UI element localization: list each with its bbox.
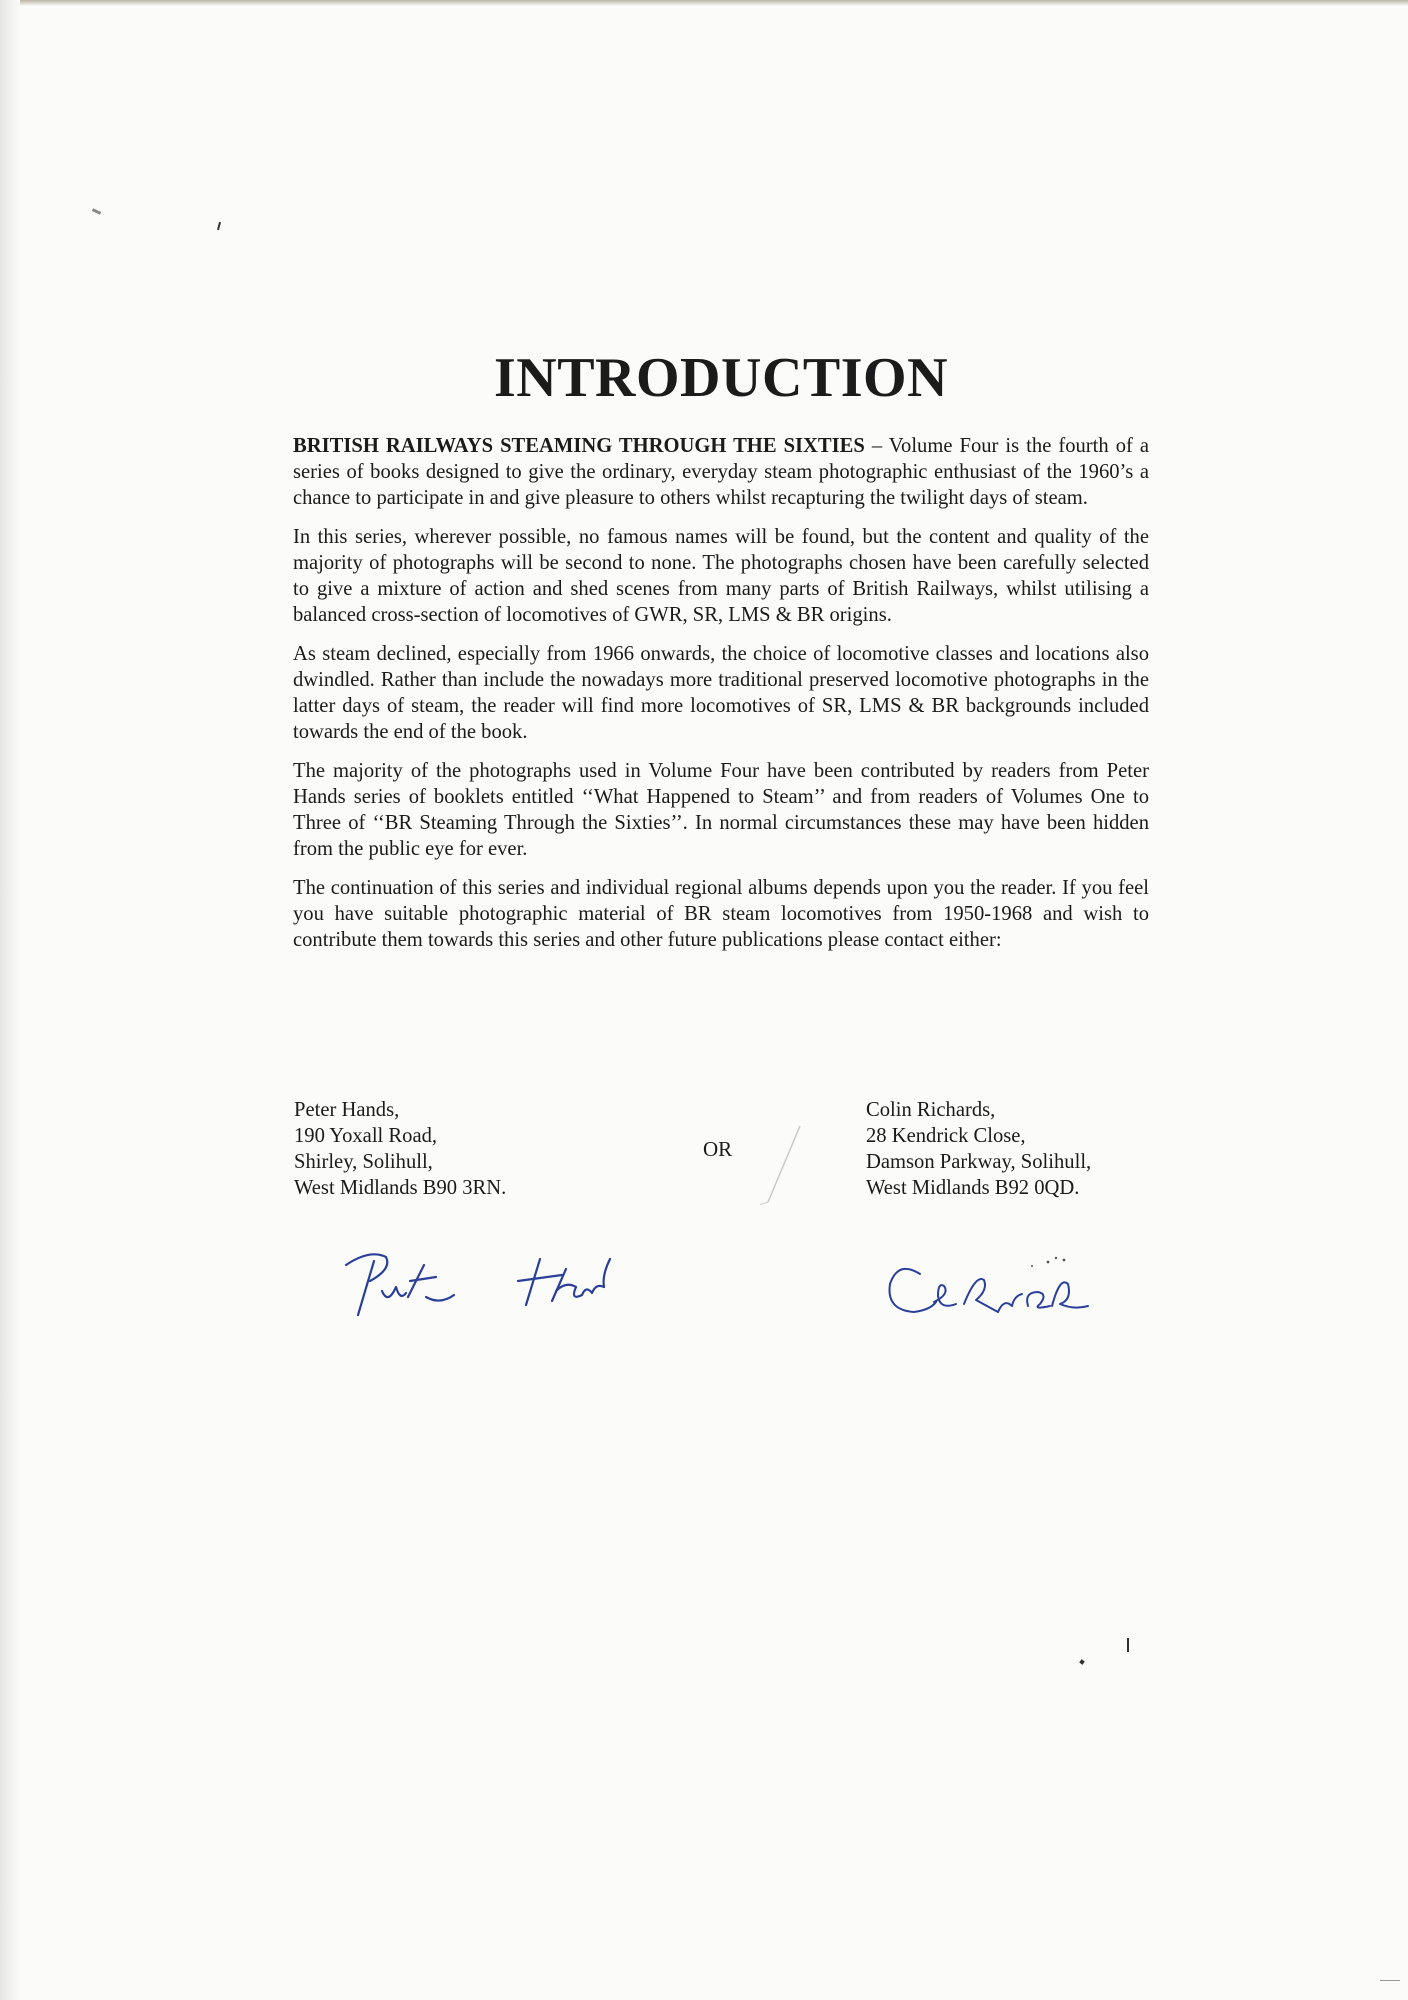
stray-mark (92, 208, 101, 215)
stray-mark (217, 222, 221, 230)
address-line: Colin Richards, (866, 1099, 996, 1121)
contact-address-right (866, 1097, 1091, 1201)
address-line: Peter Hands, (294, 1099, 400, 1121)
stray-mark (1127, 1638, 1129, 1652)
contact-address-left (294, 1097, 506, 1201)
address-line: 28 Kendrick Close, (866, 1125, 1026, 1147)
page-top-edge (0, 0, 1408, 6)
address-line: West Midlands B92 0QD. (866, 1177, 1080, 1199)
paragraph-3: As steam declined, especially from 1966 onwards, the choice of locomotive classes and locations also dwindled. Rather than include the nowadays more traditional preserved locomotive photographs in the latter days of steam, the reader will find more locomotives of SR, LMS & BR backgrounds included towards the end of the book. (293, 643, 1149, 743)
page-title: INTRODUCTION (493, 347, 949, 409)
paragraph-2: In this series, wherever possible, no famous names will be found, but the content and quality of the majority of photographs will be second to none. The photographs chosen have been carefully selected to give a mixture of action and shed scenes from many parts of British Railways, whilst utilising a balanced cross-section of locomotives of GWR, SR, LMS & BR origins. (293, 526, 1149, 626)
introduction-body (293, 433, 1149, 966)
paragraph-4: The majority of the photographs used in Volume Four have been contributed by readers from Peter Hands series of booklets entitled ‘‘What Happened to Steam’’ and from readers of Volumes One to Three of ‘‘BR Steaming Through the Sixties’’. In normal circumstances these may have been hidden from the public eye for ever. (293, 760, 1149, 860)
page-binding-shadow (0, 0, 20, 2000)
or-separator: OR (703, 1137, 733, 1161)
address-line: 190 Yoxall Road, (294, 1125, 438, 1147)
pen-slash-mark (760, 1120, 810, 1210)
signature-peter-hands (330, 1235, 630, 1345)
paragraph-5: The continuation of this series and individual regional albums depends upon you the reader. If you feel you have suitable photographic material of BR steam locomotives from 1950-1968 and wish to contribute them towards this series and other future publications please contact either: (293, 877, 1149, 951)
address-line: Shirley, Solihull, (294, 1151, 433, 1173)
address-line: Damson Parkway, Solihull, (866, 1151, 1092, 1173)
paragraph-1 (293, 433, 1149, 511)
series-title: BRITISH RAILWAYS STEAMING THROUGH THE SIXTIES (293, 435, 865, 457)
stray-mark (1079, 1659, 1085, 1665)
address-line: West Midlands B90 3RN. (294, 1177, 507, 1199)
paragraph-1-text: – Volume Four is the fourth of a series of books designed to give the ordinary, everyday steam photographic enthusiast of the 1960’s a chance to participate in and give pleasure to others whilst recapturing the twilight days of steam. (293, 435, 1149, 509)
stray-mark (1380, 1980, 1400, 1981)
signature-colin-richards (880, 1250, 1160, 1340)
